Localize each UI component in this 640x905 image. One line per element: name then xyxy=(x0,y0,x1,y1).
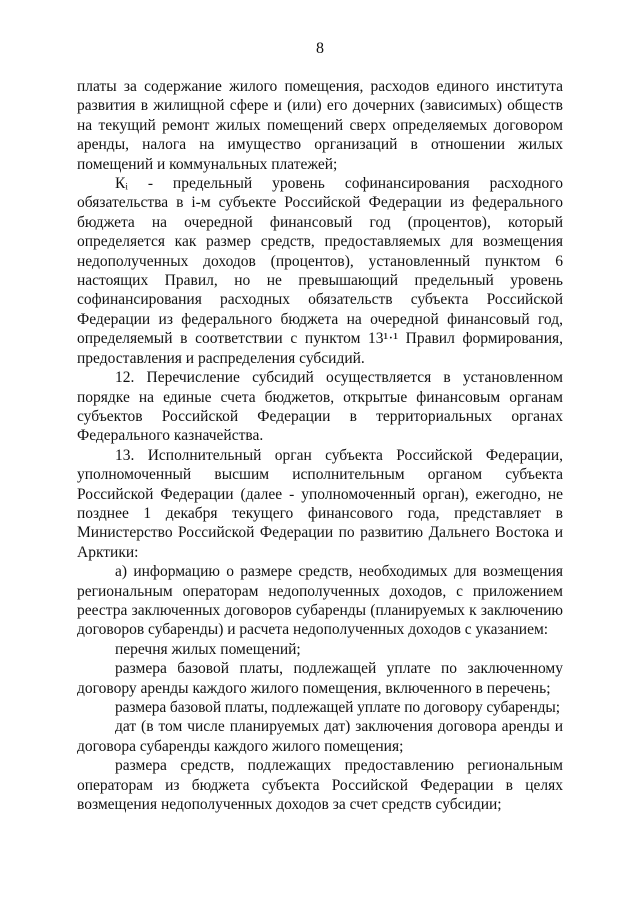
list-item: перечня жилых помещений; xyxy=(115,640,301,658)
page-number: 8 xyxy=(316,40,324,57)
paragraph-12: 12. Перечисление субсидий осуществляется в установленном порядке на единые счета бюджетов, открытые финансовым органам субъектов Российской Федерации в территориальных органах Федерального казначейства. xyxy=(77,369,563,445)
document-body xyxy=(77,77,563,814)
paragraph-ki-definition: Кᵢ - предельный уровень софинансирования расходного обязательства в i-м субъекте Российской Федерации из федерального бюджета на очередной финансовый год (процентов), который определяется как размер средств, предоставляемых для возмещения недополученных доходов (процентов), установленный пунктом 6 настоящих Правил, но не превышающий предельный уровень софинансирования расходных обязательств субъекта Российской Федерации из федерального бюджета на очередной финансовый год, определяемый в соответствии с пунктом 13¹·¹ Правил формирования, предоставления и распределения субсидий. xyxy=(77,175,563,367)
paragraph-13a: а) информацию о размере средств, необходимых для возмещения региональным операторам недополученных доходов, с приложением реестра заключенных договоров субаренды (планируемых к заключению договоров субаренды) и расчета недополученных доходов с указанием: xyxy=(77,563,563,639)
list-item: размера базовой платы, подлежащей уплате по договору субаренды; xyxy=(115,699,560,716)
list-item: дат (в том числе планируемых дат) заключения договора аренды и договора субаренды каждого жилого помещения; xyxy=(77,718,563,755)
paragraph-continuation: платы за содержание жилого помещения, расходов единого института развития в жилищной сфере и (или) его дочерних (зависимых) обществ на текущий ремонт жилых помещений сверх определяемых договором аренды, налога на имущество организаций в отношении жилых помещений и коммунальных платежей; xyxy=(77,78,563,173)
list-item: размера средств, подлежащих предоставлению региональным операторам из бюджета субъекта Российской Федерации в целях возмещения недополученных доходов за счет средств субсидии; xyxy=(77,757,563,814)
paragraph-13: 13. Исполнительный орган субъекта Российской Федерации, уполномоченный высшим исполнительным органом субъекта Российской Федерации (далее - уполномоченный орган), ежегодно, не позднее 1 декабря текущего финансового года, представляет в Министерство Российской Федерации по развитию Дальнего Востока и Арктики: xyxy=(77,446,563,561)
list-item: размера базовой платы, подлежащей уплате по заключенному договору аренды каждого жилого помещения, включенного в перечень; xyxy=(77,660,563,697)
